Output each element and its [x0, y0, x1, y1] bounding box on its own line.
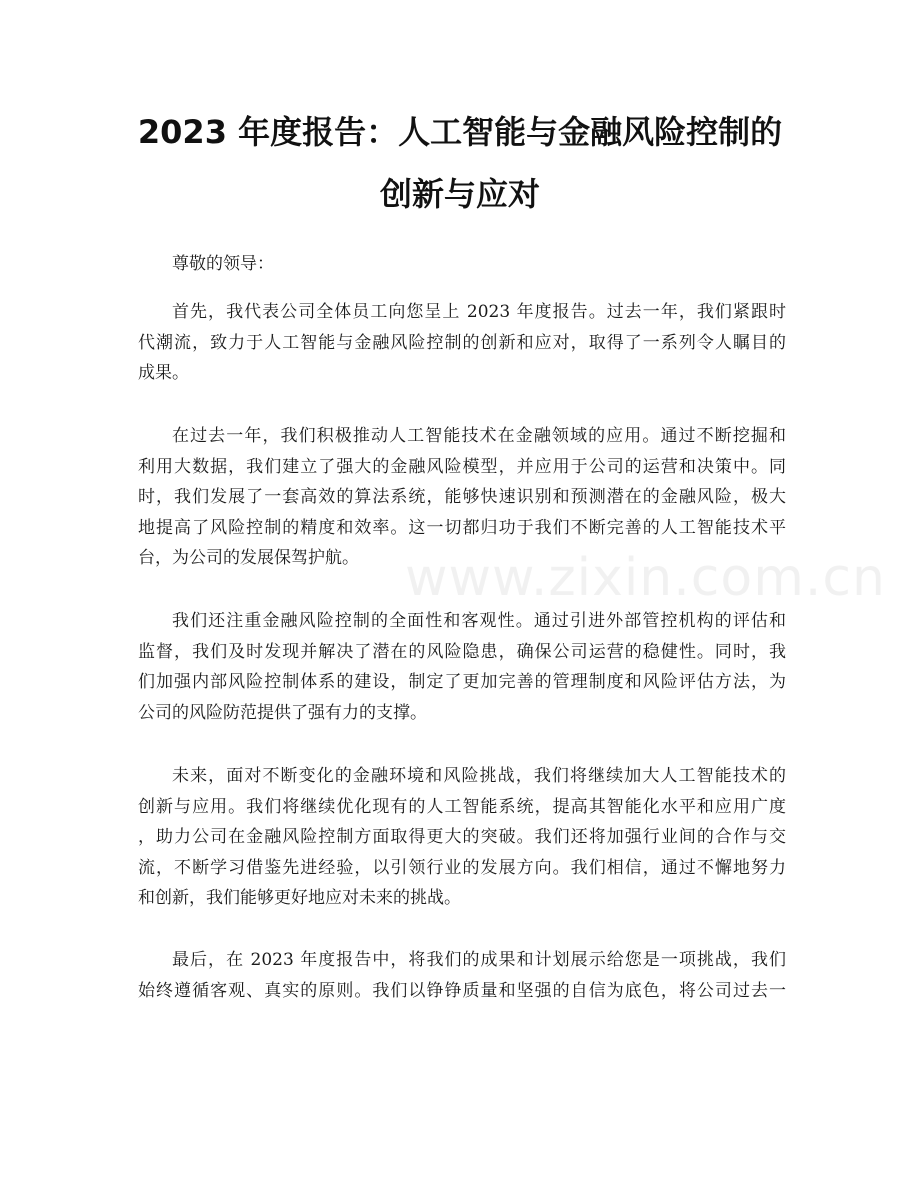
- paragraph-line: 地提高了风险控制的精度和效率。这一切都归功于我们不断完善的人工智能技术平: [138, 517, 786, 538]
- paragraph-closing: [138, 945, 786, 1006]
- report-title-line-2: 创新与应对: [379, 175, 540, 213]
- paragraph-line: 时，我们发展了一套高效的算法系统，能够快速识别和预测潜在的金融风险，极大: [138, 487, 786, 507]
- paragraph-line: 流，不断学习借鉴先进经验，以引领行业的发展方向。我们相信，通过不懈地努力: [138, 857, 786, 878]
- paragraph-future: [138, 761, 786, 914]
- paragraph-risk-control: [138, 606, 786, 728]
- paragraph-line: 首先，我代表公司全体员工向您呈上 2023 年度报告。过去一年，我们紧跟时: [172, 302, 786, 322]
- paragraph-line: 最后，在 2023 年度报告中，将我们的成果和计划展示给您是一项挑战，我们: [172, 950, 786, 970]
- paragraph-line: 在过去一年，我们积极推动人工智能技术在金融领域的应用。通过不断挖掘和: [172, 426, 786, 446]
- paragraph-line: 利用大数据，我们建立了强大的金融风险模型，并应用于公司的运营和决策中。同: [138, 456, 786, 477]
- paragraph-line: 始终遵循客观、真实的原则。我们以铮铮质量和坚强的自信为底色，将公司过去一: [138, 980, 786, 1001]
- paragraph-opening: [138, 297, 786, 389]
- paragraph-line: 未来，面对不断变化的金融环境和风险挑战，我们将继续加大人工智能技术的: [172, 766, 786, 786]
- paragraph-line: 我们还注重金融风险控制的全面性和客观性。通过引进外部管控机构的评估和: [172, 611, 786, 631]
- paragraph-line: 成果。: [138, 363, 189, 383]
- paragraph-line: 台，为公司的发展保驾护航。: [138, 548, 359, 568]
- paragraph-line: 公司的风险防范提供了强有力的支撑。: [138, 702, 427, 723]
- paragraph-line: 代潮流，致力于人工智能与金融风险控制的创新和应对，取得了一系列令人瞩目的: [138, 332, 786, 353]
- salutation-text: 尊敬的领导：: [172, 254, 274, 274]
- paragraph-line: ，助力公司在金融风险控制方面取得更大的突破。我们还将加强行业间的合作与交: [138, 827, 786, 847]
- watermark: www.zixin.com.cn: [405, 548, 886, 608]
- report-title-line-1: 2023 年度报告：人工智能与金融风险控制的: [137, 113, 783, 151]
- paragraph-line: 创新与应用。我们将继续优化现有的人工智能系统，提高其智能化水平和应用广度: [138, 796, 786, 817]
- salutation: [138, 249, 786, 280]
- paragraph-line: 和创新，我们能够更好地应对未来的挑战。: [138, 888, 461, 908]
- paragraph-line: 监督，我们及时发现并解决了潜在的风险隐患，确保公司运营的稳健性。同时，我: [138, 641, 786, 662]
- paragraph-line: 们加强内部风险控制体系的建设，制定了更加完善的管理制度和风险评估方法，为: [138, 672, 786, 692]
- paragraph-ai-application: [138, 421, 786, 574]
